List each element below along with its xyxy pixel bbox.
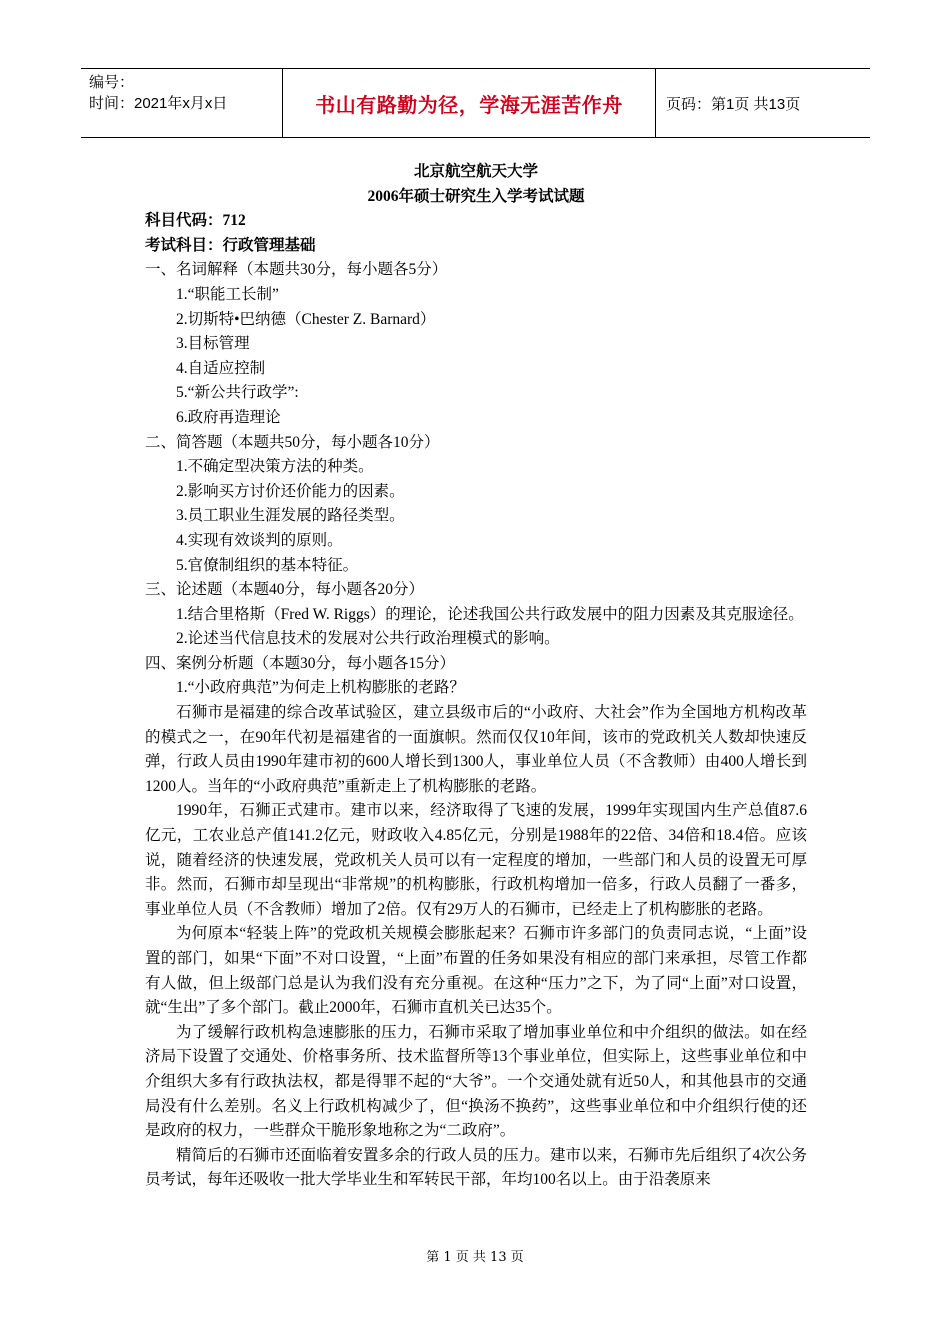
case-paragraph: 1990年，石狮正式建市。建市以来，经济取得了飞速的发展，1999年实现国内生产总值87.6亿元，工农业总产值141.2亿元，财政收入4.85亿元，分别是1988年的22倍、34倍和18.4倍。应该说，随着经济的快速发展，党政机关人员可以有一定程度的增加，一些部门和人员的设置无可厚非。然而，石狮市却呈现出“非常规”的机构膨胀，行政机构增加一倍多，行政人员翻了一番多，事业单位人员（不含教师）增加了2倍。仅有29万人的石狮市，已经走上了机构膨胀的老路。 [145,802,807,918]
exam-title: 2006年硕士研究生入学考试试题 [367,187,585,205]
question-item: 1.“职能工长制” [176,285,279,303]
page-footer: 第 1 页 共 13 页 [426,1250,524,1265]
question-item: 4.实现有效谈判的原则。 [176,531,343,549]
question-item: 1.结合里格斯（Fred W. Riggs）的理论，论述我国公共行政发展中的阻力因素及其克服途径。 [176,605,804,623]
section-heading: 二、简答题（本题共50分，每小题各10分） [145,433,440,451]
question-item: 2.影响买方讨价还价能力的因素。 [176,482,405,500]
document-body [145,160,807,1193]
time-label: 时间：2021年x月x日 [89,95,228,112]
section-heading: 三、论述题（本题40分，每小题各20分） [145,581,425,599]
question-item: 5.官僚制组织的基本特征。 [176,556,359,574]
question-item: 3.目标管理 [176,335,250,353]
university-title: 北京航空航天大学 [413,163,538,180]
number-label: 编号： [89,74,135,91]
question-item: 4.自适应控制 [176,359,266,377]
question-item: 5.“新公共行政学”: [176,384,299,402]
question-item: 2.论述当代信息技术的发展对公共行政治理模式的影响。 [176,630,560,648]
case-paragraph: 为何原本“轻装上阵”的党政机关规模会膨胀起来？石狮市许多部门的负责同志说，“上面”设置的部门，如果“下面”不对口设置，“上面”布置的任务如果没有相应的部门来承担，尽管工作都有人做，但上级部门总是认为我们没有充分重视。在这种“压力”之下，为了同“上面”对口设置，就“生出”了多个部门。截止2000年，石狮市直机关已达35个。 [145,925,807,1017]
subject-code: 科目代码：712 [145,212,246,230]
question-item: 2.切斯特•巴纳德（Chester Z. Barnard） [176,310,436,328]
header-page-label: 页码：第1页 共13页 [666,95,801,113]
question-item: 6.政府再造理论 [176,408,281,426]
case-paragraph: 为了缓解行政机构急速膨胀的压力，石狮市采取了增加事业单位和中介组织的做法。如在经济局下设置了交通处、价格事务所、技术监督所等13个事业单位，但实际上，这些事业单位和中介组织大多有行政执法权，都是得罪不起的“大爷”。一个交通处就有近50人，和其他县市的交通局没有什么差别。名义上行政机构减少了，但“换汤不换药”，这些事业单位和中介组织行使的还是政府的权力，一些群众干脆形象地称之为“二政府”。 [145,1023,807,1140]
case-paragraph: 石狮市是福建的综合改革试验区，建立县级市后的“小政府、大社会”作为全国地方机构改革的模式之一，在90年代初是福建省的一面旗帜。然而仅仅10年间，该市的党政机关人数却快速反弹，行政人员由1990年建市初的600人增长到1300人，事业单位人员（不含教师）由400人增长到1200人。当年的“小政府典范”重新走上了机构膨胀的老路。 [145,704,807,795]
header-info-cell [81,69,283,137]
section-heading: 四、案例分析题（本题30分，每小题各15分） [145,654,456,672]
case-paragraph: 精简后的石狮市还面临着安置多余的行政人员的压力。建市以来，石狮市先后组织了4次公务员考试，每年还吸收一批大学毕业生和军转民干部，年均100名以上。由于沿袭原来 [145,1146,807,1189]
subject-name: 考试科目：行政管理基础 [145,236,316,254]
question-item: 1.不确定型决策方法的种类。 [176,458,374,476]
page-header [81,68,870,138]
question-item: 1.“小政府典范”为何走上机构膨胀的老路？ [176,679,465,697]
question-item: 3.员工职业生涯发展的路径类型。 [176,507,405,525]
header-motto: 书山有路勤为径，学海无涯苦作舟 [283,69,656,137]
section-heading: 一、名词解释（本题共30分，每小题各5分） [145,261,448,279]
